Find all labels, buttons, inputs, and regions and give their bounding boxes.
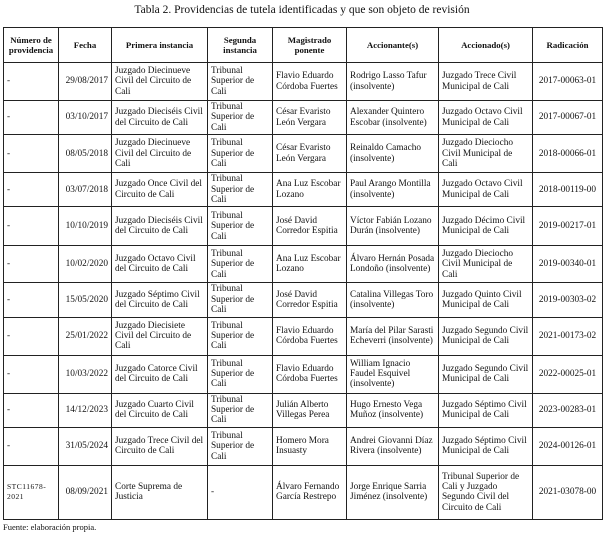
- table-row: [4, 317, 603, 355]
- cell-accionante: William Ignacio Faudel Esquivel (insolvente): [347, 355, 439, 393]
- cell-primera-instancia: Juzgado Once Civil del Circuito de Cali: [112, 173, 208, 207]
- cell-accionante: Catalina Villegas Toro (insolvente): [347, 283, 439, 317]
- cell-radicacion: 2024-00126-01: [533, 427, 603, 465]
- cell-fecha: 14/12/2023: [59, 393, 112, 427]
- cell-accionado: Tribunal Superior de Cali y Juzgado Segundo Civil del Circuito de Cali: [439, 465, 533, 519]
- cell-accionante: Reinaldo Camacho (insolvente): [347, 135, 439, 173]
- cell-radicacion: 2019-00340-01: [533, 246, 603, 283]
- cell-accionante: Rodrigo Lasso Tafur (insolvente): [347, 63, 439, 101]
- cell-accionado: Juzgado Dieciocho Civil Municipal de Cali: [439, 135, 533, 173]
- cell-accionante: Hugo Ernesto Vega Muñoz (insolvente): [347, 393, 439, 427]
- cell-segunda-instancia: Tribunal Superior de Cali: [208, 427, 273, 465]
- header-primera-instancia: Primera instancia: [112, 28, 208, 63]
- table-row: [4, 63, 603, 101]
- cell-segunda-instancia: Tribunal Superior de Cali: [208, 135, 273, 173]
- cell-radicacion: 2017-00063-01: [533, 63, 603, 101]
- table-row: [4, 283, 603, 317]
- cell-numero: -: [4, 283, 59, 317]
- cell-fecha: 08/09/2021: [59, 465, 112, 519]
- cell-segunda-instancia: Tribunal Superior de Cali: [208, 207, 273, 246]
- table-row: [4, 207, 603, 246]
- cell-magistrado: Ana Luz Escobar Lozano: [273, 246, 347, 283]
- cell-magistrado: José David Corredor Espitia: [273, 207, 347, 246]
- header-fecha: Fecha: [59, 28, 112, 63]
- cell-primera-instancia: Juzgado Dieciséis Civil del Circuito de Cali: [112, 101, 208, 135]
- table-row: [4, 173, 603, 207]
- cell-magistrado: Álvaro Fernando García Restrepo: [273, 465, 347, 519]
- cell-primera-instancia: Corte Suprema de Justicia: [112, 465, 208, 519]
- footnote: Fuente: elaboración propia.: [3, 522, 97, 532]
- cell-magistrado: José David Corredor Espitia: [273, 283, 347, 317]
- cell-fecha: 03/10/2017: [59, 101, 112, 135]
- cell-magistrado: Flavio Eduardo Córdoba Fuertes: [273, 317, 347, 355]
- cell-segunda-instancia: Tribunal Superior de Cali: [208, 283, 273, 317]
- cell-fecha: 08/05/2018: [59, 135, 112, 173]
- cell-accionado: Juzgado Segundo Civil Municipal de Cali: [439, 355, 533, 393]
- cell-fecha: 10/03/2022: [59, 355, 112, 393]
- cell-fecha: 25/01/2022: [59, 317, 112, 355]
- cell-accionante: Jorge Enrique Sarria Jiménez (insolvente): [347, 465, 439, 519]
- cell-accionado: Juzgado Dieciocho Civil Municipal de Cali: [439, 246, 533, 283]
- cell-accionado: Juzgado Séptimo Civil Municipal de Cali: [439, 427, 533, 465]
- cell-numero: -: [4, 63, 59, 101]
- cell-fecha: 03/07/2018: [59, 173, 112, 207]
- table-row: [4, 465, 603, 519]
- cell-segunda-instancia: Tribunal Superior de Cali: [208, 63, 273, 101]
- header-row: [4, 28, 603, 63]
- cell-accionante: Alexander Quintero Escobar (insolvente): [347, 101, 439, 135]
- cell-magistrado: Flavio Eduardo Córdoba Fuertes: [273, 355, 347, 393]
- cell-numero: -: [4, 427, 59, 465]
- cell-magistrado: Flavio Eduardo Córdoba Fuertes: [273, 63, 347, 101]
- cell-primera-instancia: Juzgado Diecinueve Civil del Circuito de Cali: [112, 135, 208, 173]
- cell-segunda-instancia: -: [208, 465, 273, 519]
- cell-fecha: 10/02/2020: [59, 246, 112, 283]
- providencias-table: [3, 27, 603, 520]
- cell-accionado: Juzgado Segundo Civil Municipal de Cali: [439, 317, 533, 355]
- table-caption: Tabla 2. Providencias de tutela identificadas y que son objeto de revisión: [134, 4, 470, 16]
- cell-radicacion: 2021-00173-02: [533, 317, 603, 355]
- cell-numero: -: [4, 393, 59, 427]
- cell-fecha: 29/08/2017: [59, 63, 112, 101]
- cell-fecha: 31/05/2024: [59, 427, 112, 465]
- cell-radicacion: 2018-00066-01: [533, 135, 603, 173]
- table-row: [4, 427, 603, 465]
- table-row: [4, 393, 603, 427]
- cell-accionado: Juzgado Octavo Civil Municipal de Cali: [439, 173, 533, 207]
- cell-numero: -: [4, 317, 59, 355]
- cell-primera-instancia: Juzgado Trece Civil del Circuito de Cali: [112, 427, 208, 465]
- cell-segunda-instancia: Tribunal Superior de Cali: [208, 246, 273, 283]
- cell-numero: STC11678-2021: [4, 465, 59, 519]
- cell-accionado: Juzgado Quinto Civil Municipal de Cali: [439, 283, 533, 317]
- cell-segunda-instancia: Tribunal Superior de Cali: [208, 317, 273, 355]
- cell-magistrado: Homero Mora Insuasty: [273, 427, 347, 465]
- cell-accionado: Juzgado Trece Civil Municipal de Cali: [439, 63, 533, 101]
- cell-numero: -: [4, 135, 59, 173]
- table-row: [4, 101, 603, 135]
- cell-accionante: Víctor Fabián Lozano Durán (insolvente): [347, 207, 439, 246]
- cell-numero: -: [4, 246, 59, 283]
- cell-segunda-instancia: Tribunal Superior de Cali: [208, 101, 273, 135]
- cell-magistrado: César Evaristo León Vergara: [273, 101, 347, 135]
- header-accionante: Accionante(s): [347, 28, 439, 63]
- cell-radicacion: 2019-00217-01: [533, 207, 603, 246]
- header-numero: Número de providencia: [4, 28, 59, 63]
- cell-numero: -: [4, 173, 59, 207]
- cell-numero: -: [4, 207, 59, 246]
- cell-primera-instancia: Juzgado Octavo Civil del Circuito de Cali: [112, 246, 208, 283]
- cell-accionado: Juzgado Octavo Civil Municipal de Cali: [439, 101, 533, 135]
- cell-numero: -: [4, 355, 59, 393]
- cell-segunda-instancia: Tribunal Superior de Cali: [208, 173, 273, 207]
- cell-primera-instancia: Juzgado Catorce Civil del Circuito de Cali: [112, 355, 208, 393]
- cell-accionante: Andrei Giovanni Díaz Rivera (insolvente): [347, 427, 439, 465]
- cell-radicacion: 2023-00283-01: [533, 393, 603, 427]
- cell-segunda-instancia: Tribunal Superior de Cali: [208, 393, 273, 427]
- cell-magistrado: Ana Luz Escobar Lozano: [273, 173, 347, 207]
- table-row: [4, 355, 603, 393]
- cell-accionante: Paul Arango Montilla (insolvente): [347, 173, 439, 207]
- header-magistrado: Magistrado ponente: [273, 28, 347, 63]
- cell-accionado: Juzgado Décimo Civil Municipal de Cali: [439, 207, 533, 246]
- cell-accionado: Juzgado Séptimo Civil Municipal de Cali: [439, 393, 533, 427]
- cell-segunda-instancia: Tribunal Superior de Cali: [208, 355, 273, 393]
- cell-fecha: 15/05/2020: [59, 283, 112, 317]
- table-row: [4, 135, 603, 173]
- cell-primera-instancia: Juzgado Diecisiete Civil del Circuito de Cali: [112, 317, 208, 355]
- cell-primera-instancia: Juzgado Dieciséis Civil del Circuito de Cali: [112, 207, 208, 246]
- cell-accionante: Álvaro Hernán Posada Londoño (insolvente): [347, 246, 439, 283]
- table-row: [4, 246, 603, 283]
- header-segunda-instancia: Segunda instancia: [208, 28, 273, 63]
- cell-radicacion: 2017-00067-01: [533, 101, 603, 135]
- cell-primera-instancia: Juzgado Cuarto Civil del Circuito de Cali: [112, 393, 208, 427]
- cell-radicacion: 2022-00025-01: [533, 355, 603, 393]
- cell-primera-instancia: Juzgado Séptimo Civil del Circuito de Cali: [112, 283, 208, 317]
- cell-magistrado: Julián Alberto Villegas Perea: [273, 393, 347, 427]
- cell-primera-instancia: Juzgado Diecinueve Civil del Circuito de Cali: [112, 63, 208, 101]
- header-radicacion: Radicación: [533, 28, 603, 63]
- cell-radicacion: 2019-00303-02: [533, 283, 603, 317]
- header-accionado: Accionado(s): [439, 28, 533, 63]
- cell-fecha: 10/10/2019: [59, 207, 112, 246]
- cell-magistrado: César Evaristo León Vergara: [273, 135, 347, 173]
- cell-radicacion: 2021-03078-00: [533, 465, 603, 519]
- cell-numero: -: [4, 101, 59, 135]
- cell-accionante: María del Pilar Sarasti Echeverri (insolvente): [347, 317, 439, 355]
- cell-radicacion: 2018-00119-00: [533, 173, 603, 207]
